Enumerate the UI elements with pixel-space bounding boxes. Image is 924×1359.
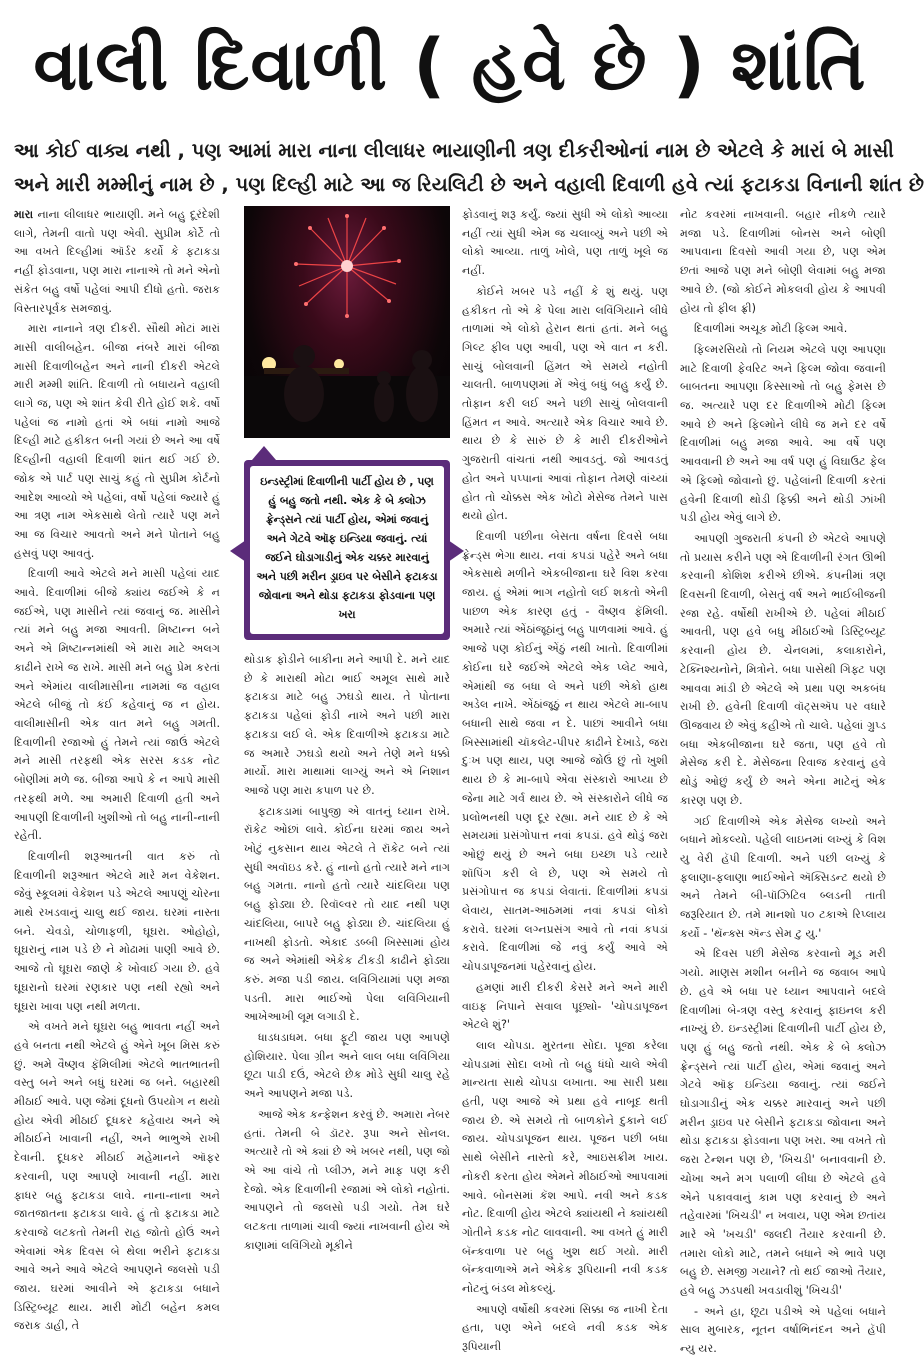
paragraph: દિવાળી આવે એટલે મને માસી પહેલાં યાદ આવે. દિવાળીમાં બીજે ક્યાંય જઈએ કે ન જઈએ, પણ માસીને ત્યાં જવાનું જ. માસીને ત્યાં મને બહુ મજા આવતી. મિષ્ટાન્ન બને અને એ મિષ્ટાન્નમાંથી એ મારા માટે અલગ કાઢીને રાખે જ રાખે. માસી મને બહુ પ્રેમ કરતાં અને એમાંય વાલીમાસીના નામમાં જ વહાલ એટલે બીજું તો કંઈ કહેવાનું જ ન હોય. વાલીમાસીની એક વાત મને બહુ ગમતી. દિવાળીની રજાઓ હું તેમને ત્યાં જાઉં એટલે મને માસી તરફથી એક સરસ કડક નોટ બોણીમાં મળે જ. બીજા આપે કે ન આપે માસી તરફથી મળે. આ અમારી દિવાળી હતી અને આપણી દિવાળીની ખુશીઓ તો બહુ નાની-નાની રહેતી. — [14, 567, 220, 843]
headline: વાલી દિવાળી ( હવે છે ) શાંતિ — [33, 24, 867, 106]
paragraph: હમણાં મારી દીકરી કેસરે મને અને મારી વાઇફ નિપાને સવાલ પૂછ્યો- 'ચોપડાપૂજન એટલે શું?' — [462, 980, 668, 1032]
lead-word: મારા — [14, 208, 34, 221]
paragraph: ફિલ્મરસિયો તો નિયમ એટલે પણ આપણા માટે દિવાળી ફેવરિટ અને ફિલ્મ જોવા જવાની બાબતના આપણા કિસ્સાઓ તો બહુ ફેમસ છે જ. અત્યારે પણ દર દિવાળીએ મોટી ફિલ્મ આવે છે અને ફિલ્મોને લીધે જ મને દર વર્ષે દિવાળીમાં બહુ મજા આવે. આ વર્ષે પણ આવવાની છે અને આ વર્ષ પણ હું વિઘાઉટ ફેલ એ ફિલ્મો જોવાનો છું. પહેલાંની દિવાળી કરતાં હવેની દિવાળી થોડી ફિક્કી અને થોડી ઝાંખી પડી હોય એવું લાગે છે. — [680, 342, 886, 525]
paragraph: દિવાળીની શરૂઆતની વાત કરું તો દિવાળીની શરૂઆત એટલે મારે મન વેકેશન. જેવું સ્કૂલમાં વેકેશન પડે એટલે આપણું ચોરના માથે રખડવાનું ચાલુ થઈ જાય. ઘરમાં નાસ્તા બને. ચેવડો, ચોળાફળી, ઘૂઘરા. ઓહોહો, ઘૂઘરાનું નામ પડે છે ને મોઢામાં પાણી આવે છે. આજે તો ઘૂઘરા જાણે કે ખોવાઈ ગયા છે. હવે ઘૂઘરાનો ઘરમાં રણકાર પણ નથી રહ્યો અને ઘૂઘરા ખાવા પણ નથી મળતા. — [14, 849, 220, 1013]
paragraph: કોઈને ખબર પડે નહીં કે શું થયું. પણ હકીકત તો એ કે પેલા મારા લવિંગિયાને લીધે તાળામાં એ લોકો હેરાન થતાં હતાં. મને બહુ ગિલ્ટ ફીલ પણ આવી, પણ એ વાત ન કરી. સાચું બોલવાની હિંમત એ સમયે નહોતી ચાલતી. બાળપણમાં મેં એવું બધું બહુ કર્યું છે. તોફાન કરી લઈ અને પછી સાચું બોલવાની હિંમત ન આવે. અત્યારે એક વિચાર આવે છે. થાય છે કે સારું છે કે મારી દીકરીઓને ગુજરાતી વાંચતાં નથી આવડતું. જો આવડતું હોત અને પપ્પાનાં આવાં તોફાન તેમણે વાંચ્યાં હોત તો ચોક્કસ એક ખોટો મેસેજ તેમને પાસ થયો હોત. — [462, 284, 668, 523]
column-1 — [14, 206, 220, 1333]
column-2-text — [244, 651, 450, 1252]
deck-line-2: અને મારી મમ્મીનું નામ છે , પણ દિલ્હી માટે આ જ રિયલિટી છે અને વહાલી દિવાળી હવે ત્યાં ફટાકડા વિનાની શાંત છે — [14, 173, 924, 196]
paragraph: નોટ કવરમાં નાખવાની. બહાર નીકળે ત્યારે મજા પડે. દિવાળીમાં બોનસ અને બોણી આપવાના દિવસો આવી ગયા છે, પણ એમ છતાં આજે પણ મને બોણી લેવામાં બહુ મજા આવે છે. (જો કોઈને મોકલવી હોય કે આપવી હોય તો ફીલ ફ્રી) — [680, 208, 886, 315]
column-2 — [244, 206, 450, 1252]
column-3 — [462, 206, 668, 1354]
column-4 — [680, 206, 886, 1356]
paragraph: મારા નાનાને ત્રણ દીકરી. સૌથી મોટાં મારાં માસી વાલીબહેન. બીજા નંબરે મારાં બીજા માસી દિવાળીબહેન અને નાની દીકરી એટલે મારી મમ્મી શાંતિ. દિવાળી તો બધાયને વહાલી લાગે જ, પણ એ શાંત કેવી રીતે હોઈ શકે. વર્ષો પહેલાં જ નામો હતાં એ બધાં નામો આજે દિલ્હી માટે હકીકત બની ગયાં છે અને આ વર્ષે દિલ્હીની વહાલી દિવાળી શાંત થઈ ગઈ છે. જોક એ પાર્ટ પણ સાચું કહું તો સુપ્રીમ કોર્ટનો આદેશ આવ્યો એ પહેલાં, વર્ષો પહેલાં જ્યારે હું આ ત્રણ નામ એકસાથે લેતો ત્યારે પણ મને આ જ વિચાર આવતો અને મને પોતાને બહુ હસવું પણ આવતું. — [14, 322, 220, 560]
paragraph: દિવાળી પછીના બેસતા વર્ષના દિવસે બધા ફ્રેન્ડ્સ ભેગા થાય. નવાં કપડાં પહેરે અને બધા એકસાથે મળીને એકબીજાના ઘરે વિશ કરવા જાય. હું એમાં ભાગ નહોતો લઈ શકતો એની પાછળ એક કારણ હતું - વૈષ્ણવ ફૅમિલી. અમારે ત્યાં એંઠાંજૂઠાંનું બહુ પાળવામાં આવે. હું આજે પણ કોઈનું એંઠું નથી ખાતો. દિવાળીમાં કોઈના ઘરે જઈએ એટલે એક પ્લેટ આવે, એમાંથી જ બધા લે અને પછી એકો હાથ અડેલ નાખે. એંઠાંજૂઠું ન થાય એટલે મા-બાપ બધાની સાથે જવા ન દે. પાછાં આવીને બધા ખિસ્સામાંથી ચૉકલેટ-પીપર કાઢીને દેખાડે, જરા દુઃખ પણ થાય, પણ આજે જોઉં છું તો ખુશી થાય છે કે મા-બાપે એવા સંસ્કારો આપ્યા છે જેના માટે ગર્વ થાય છે. એ સંસ્કારોને લીધે જ પ્રલોભનથી પણ દૂર રહ્યા. મને યાદ છે કે એ સમયમાં પ્રસંગોપાત્ત નવાં કપડાં. હવે થોડું જરા ઓછું થયું છે અને બધા ઇચ્છા પડે ત્યારે શૉપિંગ કરી લે છે, પણ એ સમયે તો પ્રસંગોપાત્ત જ કપડાં લેવાતાં. દિવાળીમાં કપડાં લેવાય, સાતમ-આઠમમાં નવાં કપડાં લોકો કરાવે. ઘરમાં લગ્નપ્રસંગ આવે તો નવાં કપડાં કરાવે. દિવાળીમાં જે નવું કર્યું આવે એ ચોપડાપૂજનમાં પહેરવાનું હોય. — [462, 529, 668, 974]
paragraph: - અને હા, છૂટા પડીએ એ પહેલાં બધાને સાલ મુબારક, નૂતન વર્ષાભિનંદન અને હૅપી ન્યુ યર. — [680, 1304, 886, 1356]
deck-line-1: આ કોઈ વાક્ય નથી , પણ આમાં મારા નાના લીલાધર ભાયાણીની ત્રણ દીકરીઓનાં નામ છે એટલે કે મારાં બે માસી — [14, 139, 894, 162]
pull-quote-text: ઇન્ડસ્ટ્રીમાં દિવાળીની પાર્ટી હોય છે , પણ હું બહુ જતો નથી. એક કે બે ક્લોઝ ફ્રેન્ડ્સને ત્યાં પાર્ટી હોય, એમાં જવાનું અને ગેટવે ઑફ ઇન્ડિયા જવાનું. ત્યાં જઈને ઘોડાગાડીનું એક ચક્કર મારવાનું અને પછી મરીન ડ્રાઇવ પર બેસીને ફટાકડા જોવાના અને થોડા ફટાકડા ફોડવાના પણ ખરા — [250, 466, 444, 634]
paragraph: આજે એક કન્ફેશન કરવું છે. અમારા નેબર હતાં. તેમની બે ડૉટર. રૂપા અને સોનલ. અત્યારે તો એ ક્યાં છે એ ખબર નથી, પણ જો એ આ વાંચે તો પ્લીઝ, મને માફ પણ કરી દેજો. એક દિવાળીની રજામાં એ લોકો નહોતાં. આપણને તો જલસો પડી ગયો. તેમ ઘરે લટકતા તાળામાં ચાવી જ્યાં નાખવાની હોય એ કાણામાં લવિંગિયો મૂકીને — [244, 1107, 450, 1252]
paragraph: ગઈ દિવાળીએ એક મેસેજ લખ્યો અને બધાને મોકલ્યો. પહેલી લાઇનમાં લખ્યું કે વિશ યુ વેરી હૅપી દિવાળી. અને પછી લખ્યું કે ફલાણા-ફલાણા ભાઈઓને ઍક્સિડન્ટ થયો છે અને તેમને બી-પૉઝિટિવ બ્લડની તાતી જરૂરિયાત છે. તમે માનશો ૫૦ ટકાએ રિપ્લાય કર્યો - 'થૅન્ક્સ ઍન્ડ સેમ ટુ યુ.' — [680, 814, 886, 940]
paragraph: ફટાકડામાં બાપુજી એ વાતનું ધ્યાન રાખે. રૉકેટ ઓછાં લાવે. કોઈના ઘરમાં જાય અને ખોટું નુકસાન થાય એટલે તે રૉકેટ બને ત્યાં સુધી અવૉઇડ કરે. હું નાનો હતો ત્યારે મને નાગ બહુ ગમતા. નાનો હતો ત્યારે ચાંદલિયા પણ બહુ ફોડ્યા છે. રિવૉલ્વર તો યાદ નથી પણ ચાંદલિયા, બાપરે બહુ ફોડ્યા છે. ચાંદલિયા હું નાખથી ફોડતો. એકાદ ડબ્બી ખિસ્સામાં હોય જ અને એમાંથી એકેક ટીકડી કાઢીને ફોડ્યા કરું. મજા પડી જાય. લવિંગિયામાં પણ મજા પડતી. મારા ભાઈઓ પેલા લવિંગિયાની આખેઆખી લૂમ લગાડી દે. — [244, 804, 450, 1024]
paragraph: લાલ ચોપડા. મુરતના સોદા. પૂજા કરેલા ચોપડામાં સોદા લખો તો બહુ ધંધો ચાલે એવી માન્યતા સાથે ચોપડા લખાતા. આ સારી પ્રથા હતી, પણ આજે એ પ્રથા હવે નાબૂદ થતી જાય છે. એ સમયે તો બાળકોને દુકાને લઈ જાય. ચોપડાપૂજન થાય. પૂજન પછી બધા સાથે બેસીને નાસ્તો કરે, આઇસક્રીમ ખાય. નોકરી કરતા હોય એમને મીઠાઈઓ આપવામાં આવે. બોનસમાં કૅશ આપે. નવી અને કડક નોટ. દિવાળી હોય એટલે ક્યાંયથી ને ક્યાંયથી ગોતીને કડક નોટ લાવવાની. આ વખતે હું મારી બૅન્કવાળા પર બહુ ખુશ થઈ ગયો. મારી બૅન્કવાળાએ મને એકેક રૂપિયાની નવી કડક નોટનું બંડલ મોકલ્યું. — [462, 1038, 668, 1296]
newspaper-page — [14, 6, 924, 1356]
paragraph: આપણે વર્ષોથી કવરમાં સિક્કા જ નાખી દેતા હતા, પણ એને બદલે નવી કડક એક રૂપિયાની — [462, 1302, 668, 1354]
paragraph: એ વખતે મને ઘૂઘરા બહુ ભાવતા નહીં અને હવે બનતા નથી એટલે હું એને ખૂબ મિસ કરું છું. અમે વૈષ્ણવ ફૅમિલીમાં એટલે ભાતભાતની વસ્તુ બને અને બધું ઘરમાં જ બને. બહારથી મીઠાઈ આવે. પણ જેમાં દૂધનો ઉપયોગ ન થયો હોય એવી મીઠાઈ દૂધકર કહેવાય અને એ મીઠાઈને ખાવાની નહીં, અને ભાભુએ રાખી દેવાની. દૂધકર મીઠાઈ મહેમાનને ઑફર કરવાની, પણ આપણે ખાવાની નહીં. મારા ફાધર બહુ ફટાકડા લાવે. નાના-નાના અને જાતજાતના ફટાકડા લાવે. હું તો ફટાકડા માટે કરવાજે લટકતો તેમની રાહ જોતો હોઉં અને એવામાં એક દિવસ બે થેલા ભરીને ફટાકડા આવે અને આવે એટલે આપણને જલસો પડી જાય. ઘરમાં આવીને એ ફટાકડા બધાને ડિસ્ટ્રિબ્યૂટ થાય. મારી મોટી બહેન કમલ જરાક ડાહી, તે — [14, 1020, 220, 1333]
paragraph: દિવાળીમાં અચૂક મોટી ફિલ્મ આવે. — [694, 322, 848, 336]
paragraph: થોડાક ફોડીને બાકીના મને આપી દે. મને યાદ છે કે મારાથી મોટા ભાઈ અમૂલ સાથે મારે ફટાકડા માટે બહુ ઝઘડો થાય. તે પોતાના ફટાકડા પહેલાં ફોડી નાખે અને પછી મારા ફટાકડા લઈ લે. એક દિવાળીએ ફટાકડા માટે જ અમારે ઝઘડો થયો અને તેણે મને ધક્કો માર્યો. મારા માથામાં લાગ્યું અને એ નિશાન આજે પણ મારા કપાળ પર છે. — [244, 653, 450, 797]
deck — [14, 134, 924, 202]
paragraph: ફોડવાનું શરૂ કર્યું. જ્યાં સુધી એ લોકો આવ્યા નહીં ત્યાં સુધી એમ જ ચલાવ્યું અને પછી એ લોકો આવ્યા. તાળું ખોલે, પણ તાળું ખૂલે જ નહીં. — [462, 208, 668, 278]
paragraph: આપણી ગુજરાતી કંપની છે એટલે આપણે તો પ્રયાસ કરીને પણ એ દિવાળીની રંગત ઊભી કરવાની કોશિશ કરીએ છીએ. કંપનીમાં ત્રણ દિવસની દિવાળી, બેસતું વર્ષ અને ભાઈબીજની રજા રહે. વર્ષોથી રાખીએ છે. પહેલાં મીઠાઈ આવતી, પણ હવે બધુ મીઠાઈઓ ડિસ્ટ્રિબ્યૂટ કરવાની હોય છે. ચેનલમાં, કલાકારોને, ટેક્નિશ્યનોને, મિત્રોને. બધા પાસેથી ગિફ્ટ પણ આવવા માંડી છે એટલે એ પ્રથા પણ અકબંધ રાખી છે. હવેની દિવાળી વૉટ્સઍપ પર વધારે ઊજવાય છે એવું કહીએ તો ચાલે. પહેલાં ગ્રુપ્ડ બધા એકબીજાના ઘરે જતા, પણ હવે તો મેસેજ કરી દે. મેસેજના રિવાજ કરવાનું હવે થોડું ઓછું કર્યું છે અને એના માટેનું એક કારણ પણ છે. — [680, 531, 886, 807]
paragraph: મારા નાના લીલાધર ભાયાણી. મને બહુ દૂરંદેશી લાગે, તેમની વાતો પણ એવી. સુપ્રીમ કોર્ટે તો આ વખતે દિલ્હીમાં ઑર્ડર કર્યો કે ફટાકડા નહીં ફોડવાના, પણ મારા નાનાએ તો મને એનો સંકેત બહુ વર્ષો પહેલાં આપી દીધો હતો. જરાક વિસ્તારપૂર્વક સમજાવું. — [14, 208, 220, 315]
paragraph: ધાડધડાધમ. બધા ફૂટી જાય પણ આપણે હોશિયાર. પેલા ગ્રીન અને લાલ બધા લવિંગિયા છૂટા પાડી દઉં, એટલે છેક મોડે સુધી ચાલુ રહે અને આપણને મજા પડે. — [244, 1031, 450, 1101]
paragraph: એ દિવસ પછી મેસેજ કરવાનો મૂડ મરી ગયો. માણસ મશીન બનીને જ જવાબ આપે છે. હવે એ બધા પર ધ્યાન આપવાને બદલે દિવાળીમાં બે-ત્રણ વસ્તુ કરવાનું ફાઇનલ કરી નાખ્યું છે. ઇન્ડસ્ટ્રીમાં દિવાળીની પાર્ટી હોય છે, પણ હું બહુ જતો નથી. એક કે બે ક્લોઝ ફ્રેન્ડ્સને ત્યાં પાર્ટી હોય, એમાં જવાનું અને ગેટવે ઑફ ઇન્ડિયા જવાનું. ત્યાં જઈને ઘોડાગાડીનું એક ચક્કર મારવાનું અને પછી મરીન ડ્રાઇવ પર બેસીને ફટાકડા જોવાના અને થોડા ફટાકડા ફોડવાના પણ ખરા. આ વખતે તો જરા ટેન્શન પણ છે, 'ખિચડી' બનાવવાની છે. ચોખા અને મગ પલાળી લીધા છે એટલે હવે એને પકાવવાનું કામ પણ કરવાનું છે અને તહેવારમાં 'ખિચડી' ન ખવાય, પણ એમ છતાંય મારે એ 'ખચડી' જલદી તૈયાર કરવાની છે. તમારા લોકો માટે, તમને બધાને એ ભાવે પણ બહુ છે. સમજી ગયાને? તો થઈ જાઓ તૈયાર, હવે બહુ ઝડપથી ખવડાવીશું 'ખિચડી' — [680, 947, 886, 1298]
